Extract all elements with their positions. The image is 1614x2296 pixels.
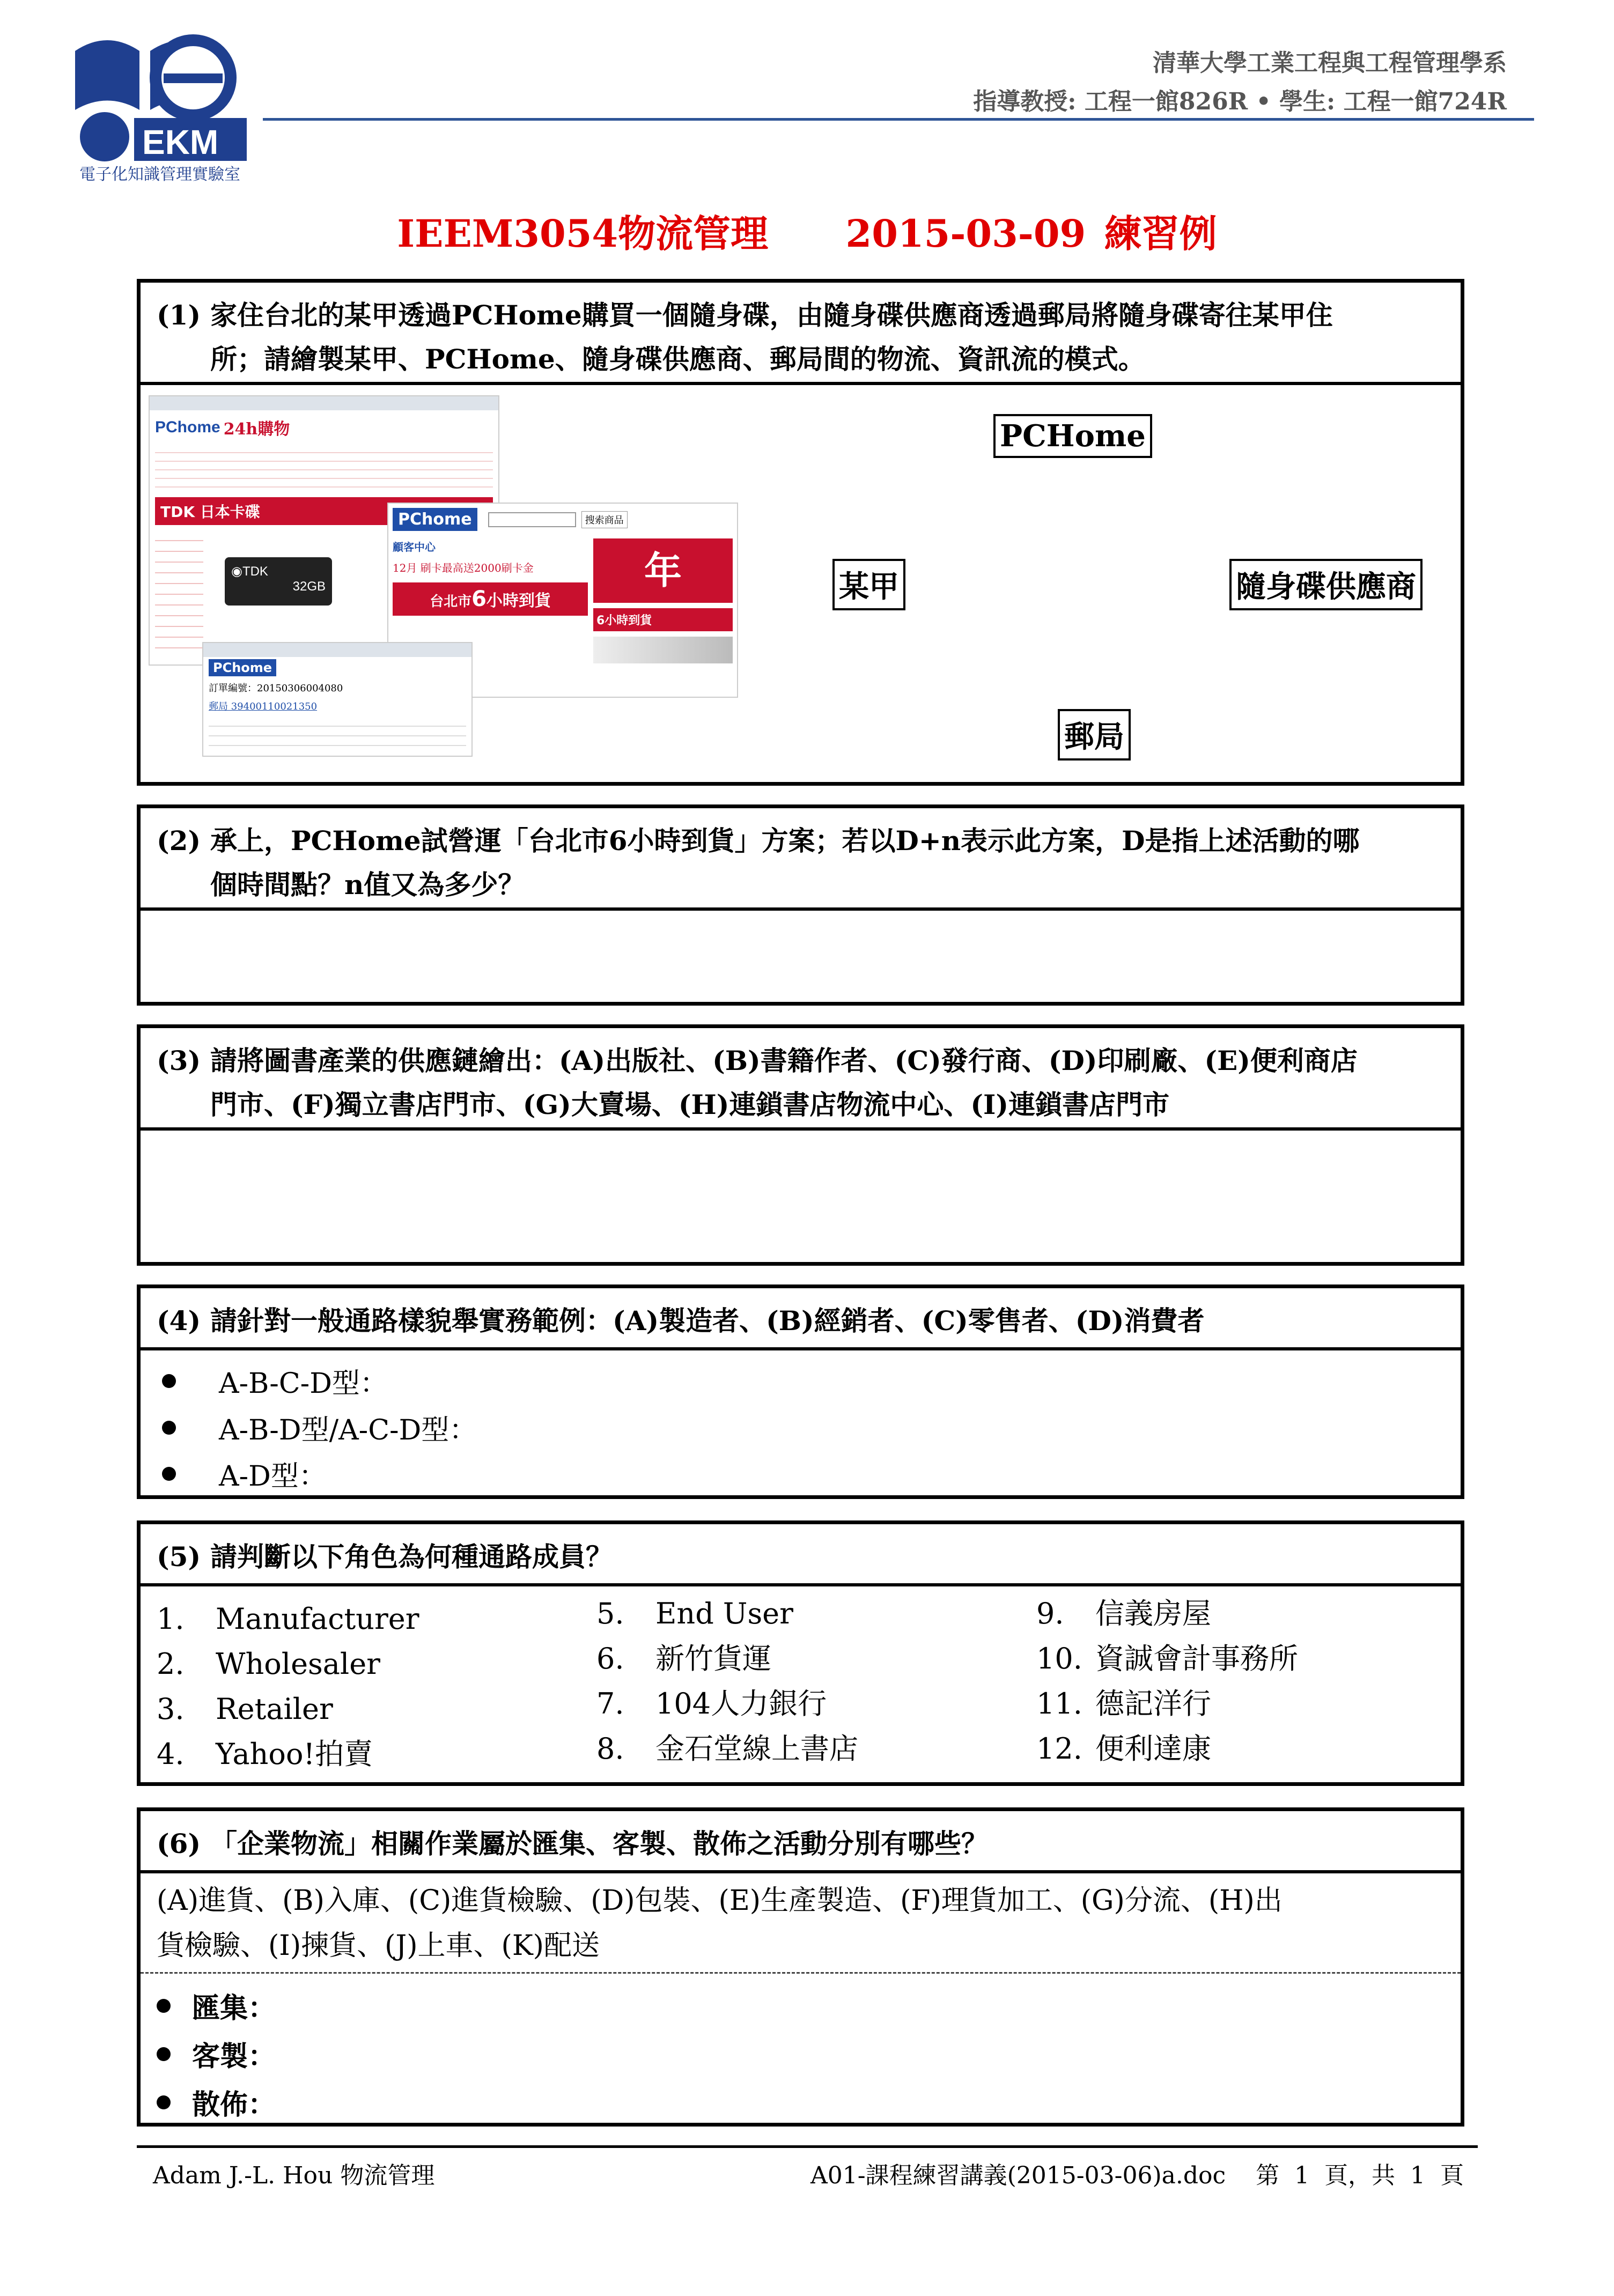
list-item: 5. End User [596, 1597, 793, 1630]
question-2-text: (2) 承上，PCHome試營運「台北市6小時到貨」方案；若以D+n表示此方案，D是指上述活動的哪 個時間點？n值又為多少？ [157, 825, 1360, 900]
question-5-text: (5) 請判斷以下角色為何種通路成員？ [157, 1541, 613, 1572]
header-info [973, 44, 1507, 121]
advisor-line: 指導教授: 工程一館826R • 學生: 工程一館724R [973, 88, 1507, 115]
question-4-text: (4) 請針對一般通路樣貌舉實務範例：(A)製造者、(B)經銷者、(C)零售者、(D)消費者 [157, 1305, 1205, 1337]
list-item: 9. 信義房屋 [1036, 1597, 1211, 1630]
bullet-converge: 匯集： [157, 1985, 276, 2026]
dept-name: 清華大學工業工程與工程管理學系 [1153, 49, 1507, 77]
node-supplier: 隨身碟供應商 [1229, 559, 1423, 610]
bullet-abcd: A-B-C-D型： [162, 1361, 388, 1401]
divider [141, 1870, 1461, 1873]
divider [141, 1583, 1461, 1586]
dashed-divider [141, 1972, 1461, 1974]
answer-area-2[interactable] [151, 916, 1449, 996]
question-6-box [137, 1807, 1464, 2127]
footer-left: Adam J.-L. Hou 物流管理 [153, 2162, 435, 2189]
footer-rule [137, 2145, 1478, 2148]
order-page: PChome 訂單編號：20150306004080 郵局 39400110021350 [202, 642, 473, 757]
product-page: PChome 24h購物 TDK 日本卡碟 ◉TDK 32GB [149, 395, 499, 666]
divider [141, 382, 1461, 385]
list-item: 12. 便利達康 [1036, 1732, 1211, 1766]
list-item: 2. Wholesaler [157, 1647, 380, 1681]
roles-column-3 [1036, 1591, 1298, 1771]
answer-area-3[interactable] [151, 1135, 1449, 1259]
node-post-office: 郵局 [1058, 709, 1131, 761]
logo-text: EKM [142, 123, 219, 161]
footer-right: A01-課程練習講義(2015-03-06)a.doc 第 1 頁，共 1 頁 [810, 2162, 1464, 2189]
usb-drive-image: ◉TDK 32GB [225, 557, 332, 606]
bullet-distribute: 散佈： [157, 2082, 276, 2122]
pchome-screenshot [149, 395, 749, 771]
roles-column-1 [157, 1597, 419, 1777]
bullet-abd-acd: A-B-D型/A-C-D型： [162, 1407, 477, 1448]
activities-list: (A)進貨、(B)入庫、(C)進貨檢驗、(D)包裝、(E)生產製造、(F)理貨加工、(G)分流、(H)出 貨檢驗、(I)揀貨、(J)上車、(K)配送 [157, 1885, 1283, 1962]
title-date: 2015-03-09 練習例 [845, 211, 1217, 256]
course-title: IEEM3054物流管理 [397, 211, 769, 256]
question-4-box [137, 1284, 1464, 1499]
divider [141, 1127, 1461, 1131]
page-title [0, 204, 1614, 258]
list-item: 11. 德記洋行 [1036, 1687, 1211, 1721]
divider [141, 907, 1461, 911]
pchome-homepage: PChome 搜索商品 顧客中心 12月 刷卡最高送2000刷卡金 台北市6小時到貨 年 6小時到貨 [387, 503, 738, 698]
question-1-box [137, 279, 1464, 786]
header-rule [263, 118, 1534, 121]
node-buyer: 某甲 [832, 559, 905, 610]
logo-caption: 電子化知識管理實驗室 [79, 165, 240, 184]
node-pchome: PCHome [993, 414, 1152, 458]
list-item: 8. 金石堂線上書店 [596, 1732, 858, 1766]
question-3-text: (3) 請將圖書產業的供應鏈繪出：(A)出版社、(B)書籍作者、(C)發行商、(D)印刷廠、(E)便利商店 門市、(F)獨立書店門市、(G)大賣場、(H)連鎖書店物流中心、(I)連鎖書店門市 [157, 1045, 1358, 1120]
bullet-ad: A-D型： [162, 1453, 327, 1494]
divider [141, 1347, 1461, 1350]
list-item: 10. 資誠會計事務所 [1036, 1642, 1298, 1675]
roles-column-2 [596, 1591, 858, 1771]
list-item: 4. Yahoo!拍賣 [157, 1737, 373, 1771]
list-item: 3. Retailer [157, 1692, 333, 1726]
list-item: 7. 104人力銀行 [596, 1687, 827, 1721]
question-5-box [137, 1520, 1464, 1786]
question-1-text: (1) 家住台北的某甲透過PCHome購買一個隨身碟，由隨身碟供應商透過郵局將隨身碟寄往某甲住 所；請繪製某甲、PCHome、隨身碟供應商、郵局間的物流、資訊流的模式。 [157, 299, 1333, 375]
list-item: 6. 新竹貨運 [596, 1642, 771, 1675]
list-item: 1. Manufacturer [157, 1602, 419, 1636]
question-6-text: (6) 「企業物流」相關作業屬於匯集、客製、散佈之活動分別有哪些？ [157, 1828, 988, 1859]
bullet-customize: 客製： [157, 2034, 276, 2074]
question-2-box [137, 804, 1464, 1006]
question-3-box [137, 1024, 1464, 1266]
